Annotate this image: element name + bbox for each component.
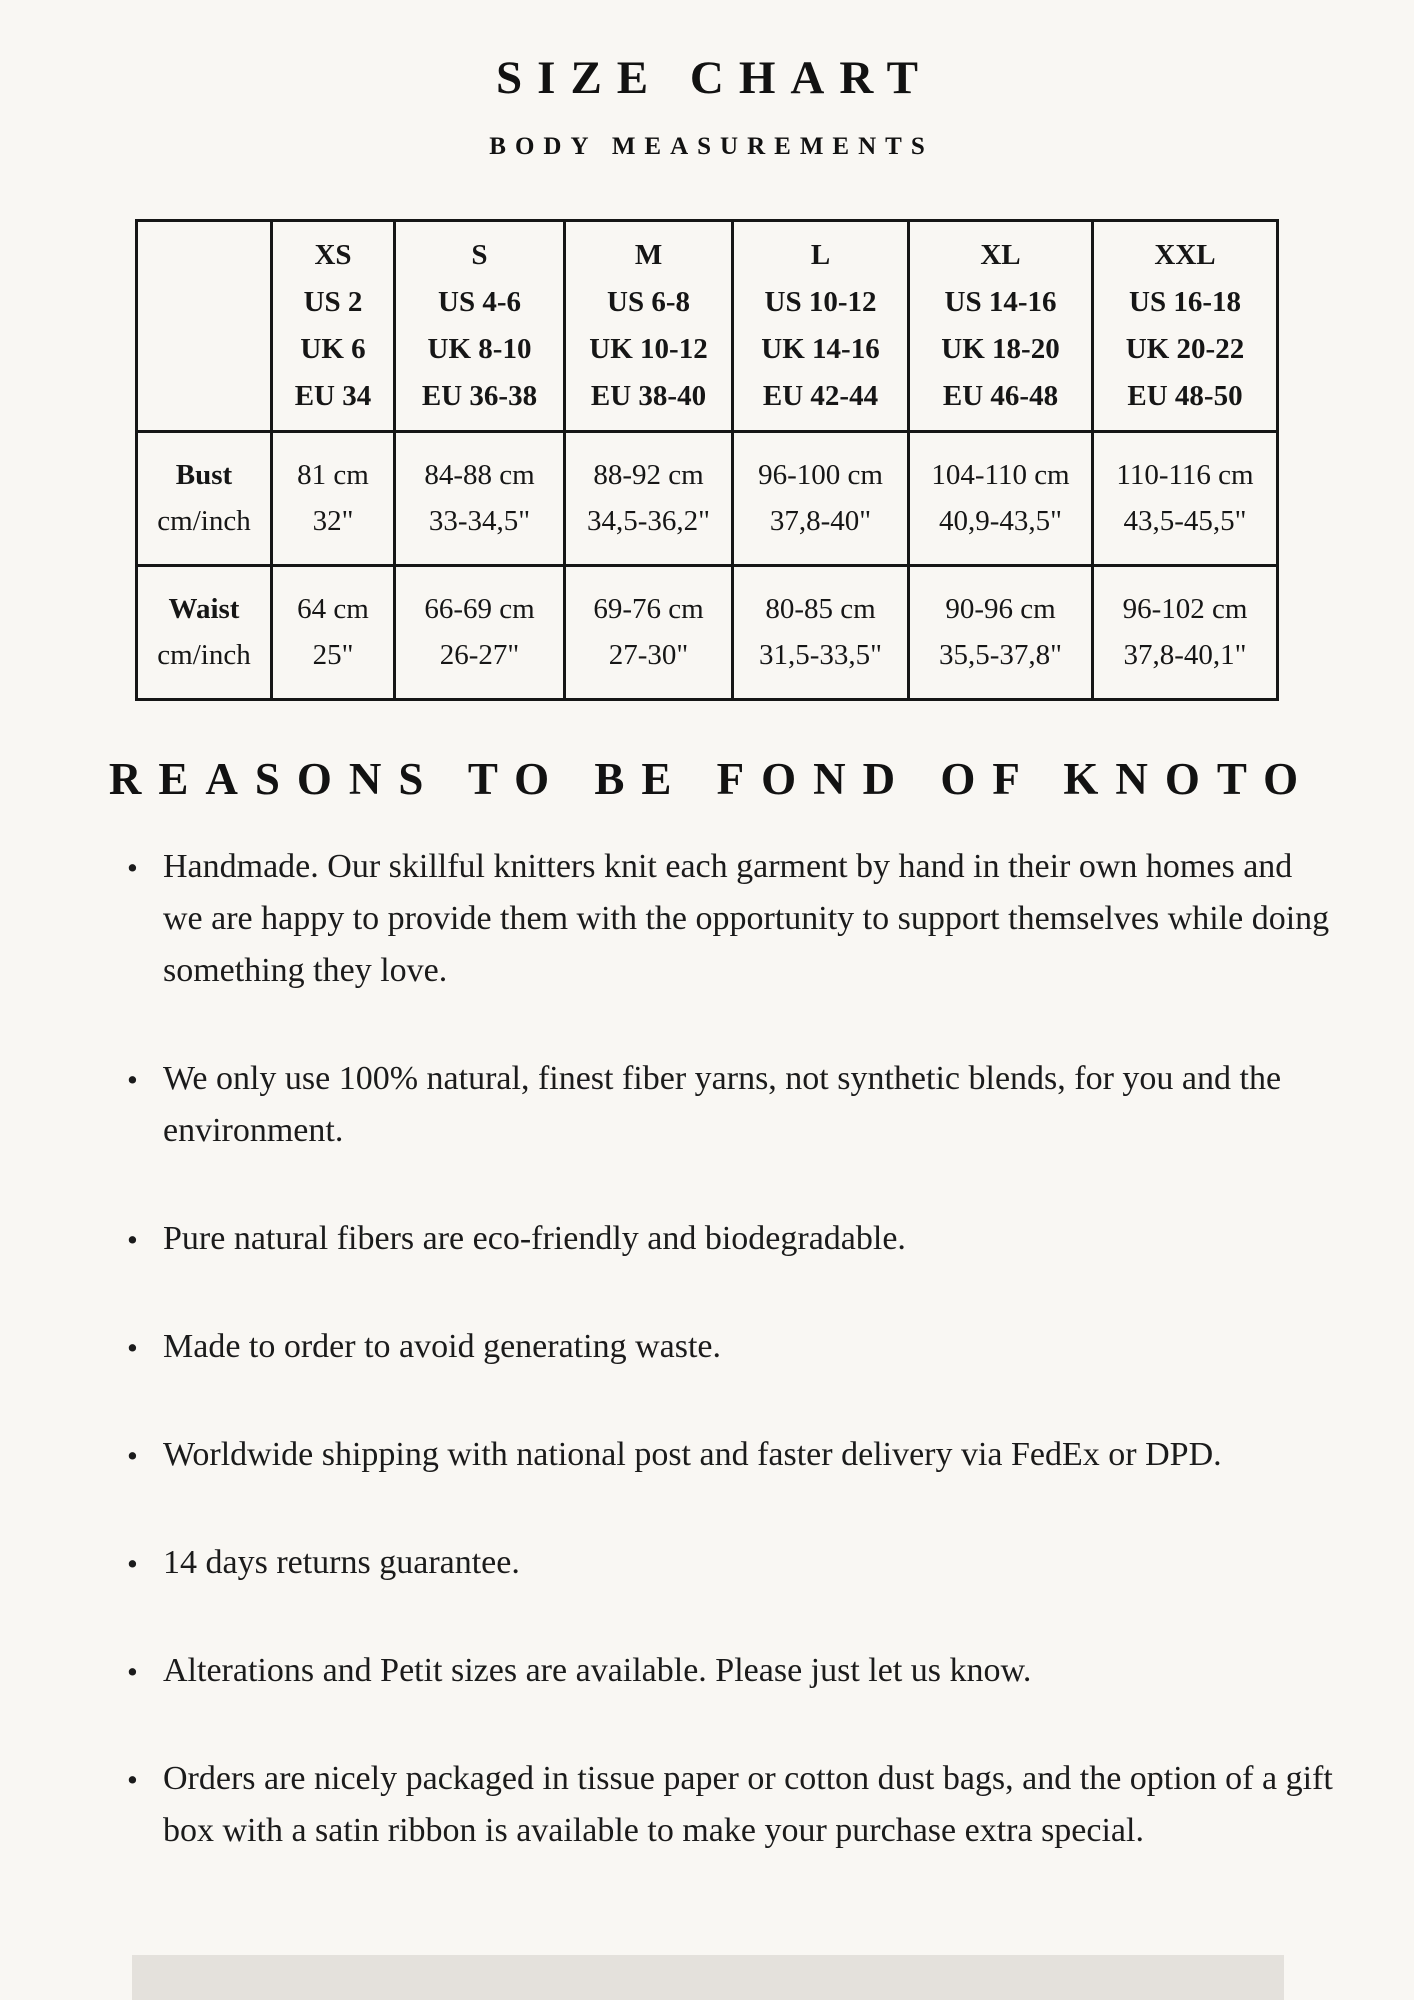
eu-size: EU 36-38	[421, 379, 538, 412]
list-item	[127, 1645, 1338, 1697]
size-column-header-l	[733, 220, 909, 431]
inch-value: 26-27"	[439, 639, 520, 672]
reason-text: Alterations and Petit sizes are available. Please just let us know.	[163, 1651, 1032, 1689]
measurement-cell	[733, 431, 909, 565]
measurement-cell	[909, 565, 1093, 699]
inch-value: 37,8-40,1"	[1123, 639, 1247, 672]
bust-row-header	[137, 431, 272, 565]
bottom-section-band	[132, 1955, 1284, 2000]
us-size: US 6-8	[607, 285, 690, 318]
bullet-icon: •	[127, 1761, 138, 1797]
uk-size: UK 20-22	[1125, 332, 1245, 365]
row-label: Bust	[175, 459, 233, 492]
row-unit: cm/inch	[157, 639, 251, 672]
eu-size: EU 46-48	[942, 379, 1059, 412]
cm-value: 110-116 cm	[1116, 459, 1254, 492]
eu-size: EU 42-44	[762, 379, 879, 412]
measurement-cell	[1093, 431, 1278, 565]
measurement-cell	[733, 565, 909, 699]
measurement-cell	[395, 431, 565, 565]
size-label: M	[634, 238, 663, 271]
eu-size: EU 34	[294, 379, 372, 412]
measurement-cell	[565, 565, 733, 699]
inch-value: 32"	[312, 505, 354, 538]
waist-row-header	[137, 565, 272, 699]
reason-text: Orders are nicely packaged in tissue paper or cotton dust bags, and the option of a gift box with a satin ribbon is available to make your purchase extra special.	[163, 1759, 1333, 1849]
size-column-header-s	[395, 220, 565, 431]
reason-text: 14 days returns guarantee.	[163, 1543, 520, 1581]
bullet-icon: •	[127, 1221, 138, 1257]
reason-text: Handmade. Our skillful knitters knit each garment by hand in their own homes and we are happy to provide them with the opportunity to support themselves while doing something they love.	[163, 847, 1330, 989]
cm-value: 104-110 cm	[931, 459, 1070, 492]
uk-size: UK 6	[300, 332, 366, 365]
size-label: XL	[980, 238, 1021, 271]
size-label: XS	[314, 238, 352, 271]
reason-text: Made to order to avoid generating waste.	[163, 1327, 721, 1365]
cm-value: 84-88 cm	[424, 459, 535, 492]
cm-value: 88-92 cm	[593, 459, 704, 492]
size-column-header-xs	[272, 220, 395, 431]
cm-value: 64 cm	[297, 593, 369, 626]
inch-value: 37,8-40"	[769, 505, 872, 538]
inch-value: 43,5-45,5"	[1123, 505, 1247, 538]
bullet-icon: •	[127, 1329, 138, 1365]
size-column-header-m	[565, 220, 733, 431]
page-subtitle: BODY MEASUREMENTS	[489, 132, 934, 160]
eu-size: EU 48-50	[1127, 379, 1243, 412]
uk-size: UK 10-12	[589, 332, 708, 365]
us-size: US 14-16	[944, 285, 1057, 318]
uk-size: UK 18-20	[941, 332, 1060, 365]
uk-size: UK 8-10	[427, 332, 532, 365]
row-label: Waist	[168, 593, 240, 626]
page-title: SIZE CHART	[496, 52, 933, 104]
inch-value: 34,5-36,2"	[587, 505, 710, 538]
table-header-row	[137, 220, 1278, 431]
reasons-heading: REASONS TO BE FOND OF KNOTO	[108, 753, 1316, 804]
list-item	[127, 1321, 1338, 1373]
bullet-icon: •	[127, 1437, 138, 1473]
list-item	[127, 1753, 1338, 1857]
measurement-cell	[272, 431, 395, 565]
size-label: XXL	[1154, 238, 1216, 271]
cm-value: 96-100 cm	[758, 459, 883, 492]
size-label: L	[810, 238, 831, 271]
list-item	[127, 1213, 1338, 1265]
us-size: US 4-6	[438, 285, 521, 318]
us-size: US 16-18	[1129, 285, 1241, 318]
uk-size: UK 14-16	[761, 332, 880, 365]
bullet-icon: •	[127, 849, 138, 885]
bust-row	[137, 431, 1278, 565]
corner-cell	[137, 220, 272, 431]
cm-value: 66-69 cm	[424, 593, 535, 626]
cm-value: 81 cm	[297, 459, 369, 492]
inch-value: 25"	[312, 639, 354, 672]
size-column-header-xl	[909, 220, 1093, 431]
bullet-icon: •	[127, 1545, 138, 1581]
inch-value: 31,5-33,5"	[759, 639, 882, 672]
inch-value: 27-30"	[608, 639, 689, 672]
bullet-icon: •	[127, 1653, 138, 1689]
list-item	[127, 1053, 1338, 1157]
measurement-cell	[272, 565, 395, 699]
size-label: S	[471, 238, 488, 271]
measurement-cell	[1093, 565, 1278, 699]
inch-value: 35,5-37,8"	[939, 639, 1062, 672]
cm-value: 90-96 cm	[945, 593, 1056, 626]
us-size: US 10-12	[764, 285, 877, 318]
size-column-header-xxl	[1093, 220, 1278, 431]
inch-value: 33-34,5"	[428, 505, 531, 538]
size-chart-table	[135, 219, 1279, 701]
list-item	[127, 1537, 1338, 1589]
list-item	[127, 841, 1338, 997]
bullet-icon: •	[127, 1061, 138, 1097]
measurement-cell	[565, 431, 733, 565]
reasons-list	[0, 841, 1414, 1857]
list-item	[127, 1429, 1338, 1481]
reason-text: We only use 100% natural, finest fiber yarns, not synthetic blends, for you and the environment.	[163, 1059, 1282, 1149]
us-size: US 2	[303, 285, 363, 318]
reason-text: Pure natural fibers are eco-friendly and biodegradable.	[163, 1219, 906, 1257]
cm-value: 69-76 cm	[593, 593, 704, 626]
reason-text: Worldwide shipping with national post and faster delivery via FedEx or DPD.	[163, 1435, 1222, 1473]
measurement-cell	[395, 565, 565, 699]
row-unit: cm/inch	[157, 505, 251, 538]
inch-value: 40,9-43,5"	[939, 505, 1062, 538]
cm-value: 96-102 cm	[1122, 593, 1248, 626]
cm-value: 80-85 cm	[765, 593, 876, 626]
eu-size: EU 38-40	[590, 379, 707, 412]
measurement-cell	[909, 431, 1093, 565]
waist-row	[137, 565, 1278, 699]
